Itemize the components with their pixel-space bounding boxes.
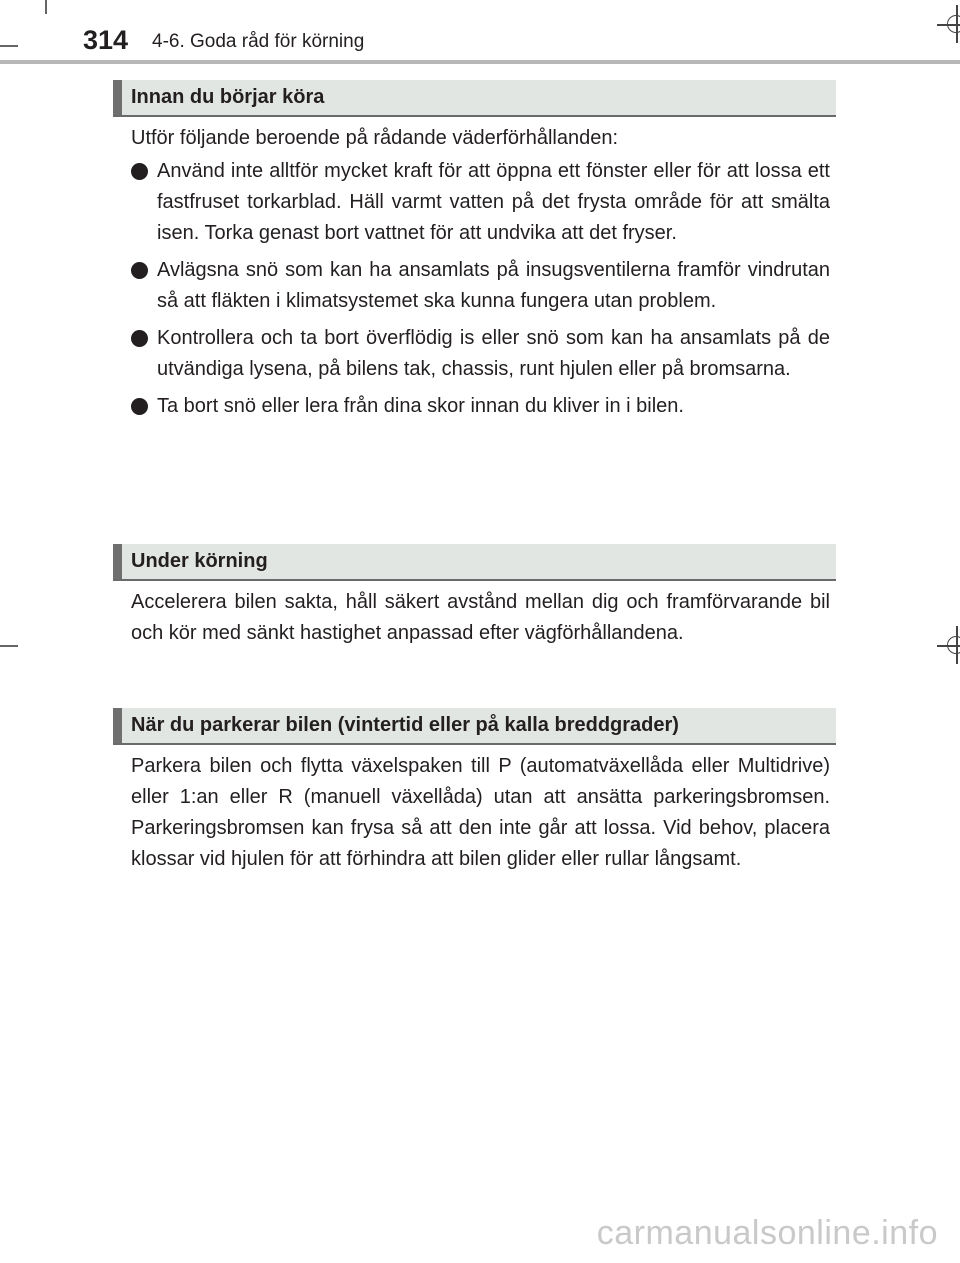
section-accent-bar [113,80,122,115]
list-item [131,323,830,385]
section-heading-before-driving [113,80,836,117]
bullet-icon [131,163,148,180]
section-accent-bar [113,708,122,743]
section-heading-text: Under körning [131,550,268,572]
crop-tick-left-middle [0,645,18,647]
watermark: carmanualsonline.info [596,1214,938,1252]
parking-paragraph: Parkera bilen och flytta växelspaken till P (automatväxellåda eller Multidrive) eller 1:an eller R (manuell växellåda) utan att ansätta parkeringsbromsen. Parkeringsbromsen kan frysa så att den inte går att lossa. Vid behov, placera klossar vid hjulen för att förhindra att bilen glider eller rullar långsamt. [131,755,830,870]
crop-mark-middle-right [945,634,960,656]
driving-paragraph: Accelerera bilen sakta, håll säkert avstånd mellan dig och framförvarande bil och kör med sänkt hastighet anpassad efter vägförhållandena. [131,591,830,644]
bullet-icon [131,398,148,415]
crop-tick-left-top [0,45,18,47]
list-item [131,255,830,317]
section-heading-parking [113,708,836,745]
list-item [131,391,830,422]
page-number: 314 [83,25,129,55]
list-item-text: Avlägsna snö som kan ha ansamlats på insugsventilerna framför vindrutan så att fläkten i klimatsystemet ska kunna fungera utan problem. [157,259,830,312]
list-item-text: Kontrollera och ta bort överflödig is eller snö som kan ha ansamlats på de utvändiga lysena, på bilens tak, chassis, runt hjulen eller på bromsarna. [157,327,830,380]
list-item-text: Använd inte alltför mycket kraft för att öppna ett fönster eller för att lossa ett fastfruset torkarblad. Häll varmt vatten på det frysta område för att smälta isen. Torka genast bort vattnet för att undvika att det fryser. [157,160,830,244]
preparation-bullet-list [131,156,830,428]
crop-tick-top-left [45,0,47,14]
section-heading-while-driving [113,544,836,581]
section-heading-text: När du parkerar bilen (vintertid eller på kalla breddgrader) [131,714,679,736]
intro-paragraph: Utför följande beroende på rådande väderförhållanden: [131,127,619,149]
chapter-title: 4-6. Goda råd för körning [152,31,365,52]
bullet-icon [131,330,148,347]
list-item-text: Ta bort snö eller lera från dina skor innan du kliver in i bilen. [157,395,684,417]
section-accent-bar [113,544,122,579]
crop-mark-top-right [945,13,960,35]
list-item [131,156,830,249]
bullet-icon [131,262,148,279]
header-divider [0,60,960,64]
section-heading-text: Innan du börjar köra [131,86,325,108]
